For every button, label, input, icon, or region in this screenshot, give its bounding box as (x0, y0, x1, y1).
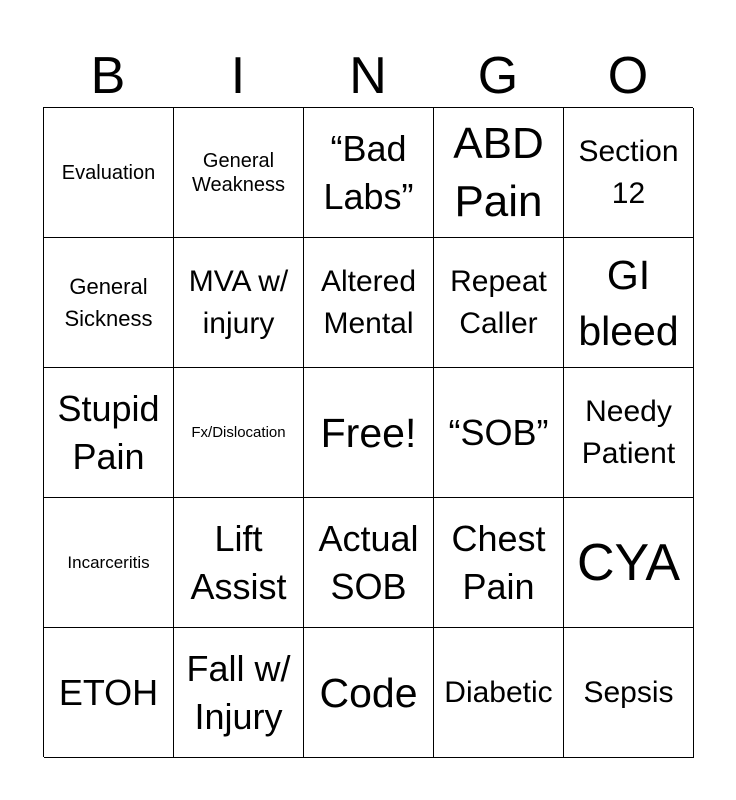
cell-label: Evaluation (61, 161, 156, 184)
cell-label: Code (319, 669, 418, 716)
cell-label: GI bleed (578, 251, 679, 354)
cell-label: Needy Patient (581, 394, 676, 470)
cell-label: Fall w/ Injury (186, 647, 291, 737)
bingo-cell[interactable] (434, 628, 564, 758)
cell-label: Sepsis (583, 675, 674, 709)
bingo-cell[interactable] (304, 498, 434, 628)
cell-label: CYA (576, 533, 681, 592)
bingo-cell[interactable] (44, 108, 174, 238)
bingo-cell[interactable] (304, 628, 434, 758)
cell-label: Repeat Caller (450, 264, 547, 340)
cell-label: MVA w/ injury (188, 264, 289, 340)
bingo-cell[interactable] (44, 368, 174, 498)
header-letter-i: I (230, 47, 246, 105)
bingo-cell[interactable] (564, 628, 694, 758)
header-letter-n: N (349, 47, 387, 105)
free-space[interactable] (304, 368, 434, 498)
bingo-cell[interactable] (564, 238, 694, 368)
bingo-cell[interactable] (174, 368, 304, 498)
cell-label: Section 12 (578, 134, 679, 210)
bingo-cell[interactable] (44, 628, 174, 758)
cell-label: Actual SOB (318, 517, 419, 607)
cell-label: Stupid Pain (57, 387, 160, 477)
bingo-cell[interactable] (304, 238, 434, 368)
bingo-cell[interactable] (174, 628, 304, 758)
cell-label: ABD Pain (453, 118, 544, 226)
cell-label: Diabetic (444, 675, 553, 709)
bingo-board (43, 107, 693, 757)
bingo-cell[interactable] (564, 368, 694, 498)
bingo-cell[interactable] (44, 498, 174, 628)
bingo-cell[interactable] (434, 368, 564, 498)
cell-label: Chest Pain (451, 517, 546, 607)
cell-label: Fx/Dislocation (191, 423, 286, 441)
cell-label: “Bad Labs” (323, 127, 414, 217)
bingo-cell[interactable] (44, 238, 174, 368)
header-letter-g: G (477, 47, 519, 105)
bingo-cell[interactable] (304, 108, 434, 238)
cell-label: Incarceritis (67, 552, 150, 572)
bingo-cell[interactable] (564, 498, 694, 628)
bingo-cell[interactable] (434, 498, 564, 628)
bingo-cell[interactable] (434, 108, 564, 238)
bingo-cell[interactable] (174, 498, 304, 628)
cell-label: ETOH (58, 671, 159, 713)
cell-label: Altered Mental (320, 264, 417, 340)
bingo-cell[interactable] (564, 108, 694, 238)
header-letter-o: O (607, 47, 649, 105)
bingo-cell[interactable] (174, 108, 304, 238)
cell-label: Lift Assist (190, 517, 287, 607)
cell-label: General Weakness (191, 149, 285, 196)
bingo-header (43, 44, 693, 108)
cell-label: “SOB” (448, 411, 549, 453)
header-letter-b: B (90, 47, 126, 105)
cell-label: General Sickness (64, 273, 153, 331)
bingo-cell[interactable] (174, 238, 304, 368)
bingo-cell[interactable] (434, 238, 564, 368)
cell-label: Free! (320, 409, 417, 456)
